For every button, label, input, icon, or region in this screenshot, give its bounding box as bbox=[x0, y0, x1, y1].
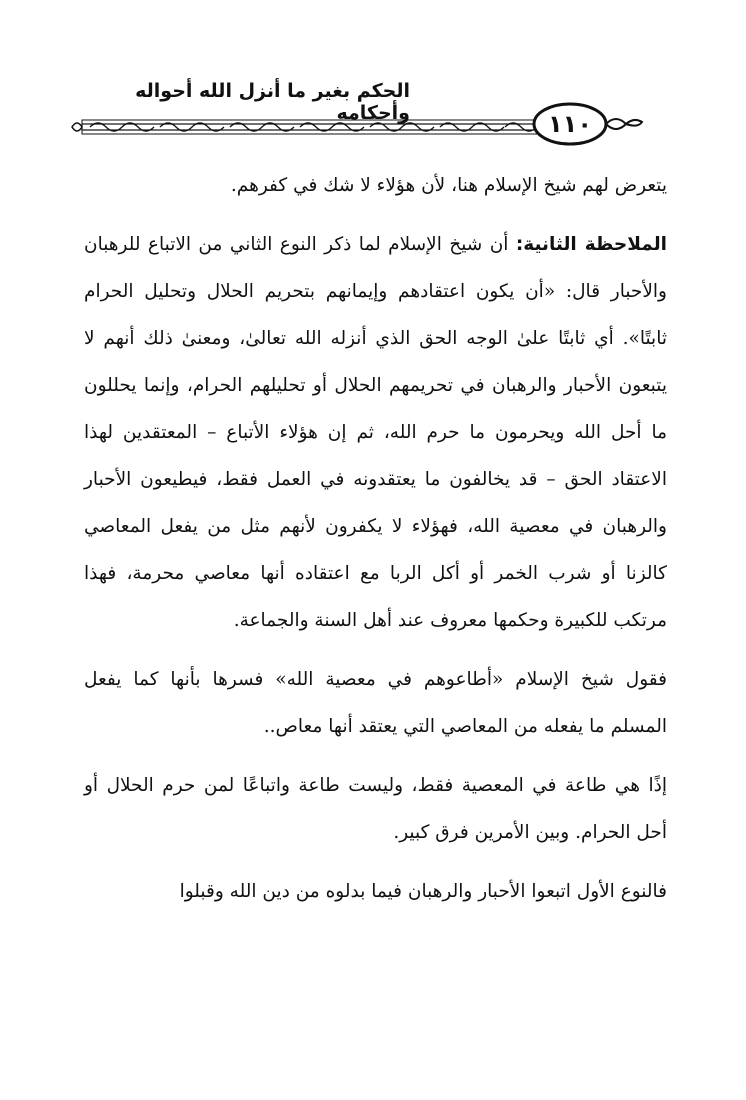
running-header-title: الحكم بغير ما أنزل الله أحواله وأحكامه bbox=[135, 80, 410, 124]
paragraph-2-text: أن شيخ الإسلام لما ذكر النوع الثاني من الاتباع للرهبان والأحبار قال: «أن يكون اعتقادهم وإيمانهم بتحريم الحلال وتحليل الحرام ثابتًا». أي ثابتًا علىٰ الوجه الحق الذي أنزله الله تعالىٰ، ومعنىٰ ذلك أنهم لا يتبعون الأحبار والرهبان في تحريمهم الحلال أو تحليلهم الحرام، وإنما يحللون ما أحل الله ويحرمون ما حرم الله، ثم إن هؤلاء الأتباع – المعتقدين لهذا الاعتقاد الحق – قد يخالفون ما يعتقدونه في العمل فقط، فيطيعون الأحبار والرهبان في معصية الله، فهؤلاء لا يكفرون لأنهم مثل من يفعل المعاصي كالزنا أو شرب الخمر أو أكل الربا مع اعتقاده أنها معاصي محرمة، فهذا مرتكب للكبيرة وحكمها معروف عند أهل السنة والجماعة. bbox=[84, 234, 667, 631]
paragraph-5 bbox=[84, 868, 667, 915]
paragraph-1-text: يتعرض لهم شيخ الإسلام هنا، لأن هؤلاء لا شك في كفرهم. bbox=[230, 175, 667, 196]
body-text bbox=[84, 162, 667, 915]
page-number: ١١٠ bbox=[548, 110, 592, 138]
paragraph-3-text: فقول شيخ الإسلام «أطاعوهم في معصية الله» فسرها بأنها كما يفعل المسلم ما يفعله من المعاصي التي يعتقد أنها معاص.. bbox=[84, 669, 667, 737]
paragraph-3 bbox=[84, 656, 667, 750]
paragraph-4-text: إذًا هي طاعة في المعصية فقط، وليست طاعة واتباعًا لمن حرم الحلال أو أحل الحرام. وبين الأمرين فرق كبير. bbox=[84, 775, 667, 843]
paragraph-4 bbox=[84, 762, 667, 856]
header-ornament-border bbox=[0, 96, 746, 156]
paragraph-5-text: فالنوع الأول اتبعوا الأحبار والرهبان فيما بدلوه من دين الله وقبلوا bbox=[179, 881, 667, 902]
paragraph-2-lead: الملاحظة الثانية: bbox=[515, 234, 668, 255]
paragraph-2 bbox=[84, 221, 667, 644]
paragraph-1 bbox=[84, 162, 667, 209]
